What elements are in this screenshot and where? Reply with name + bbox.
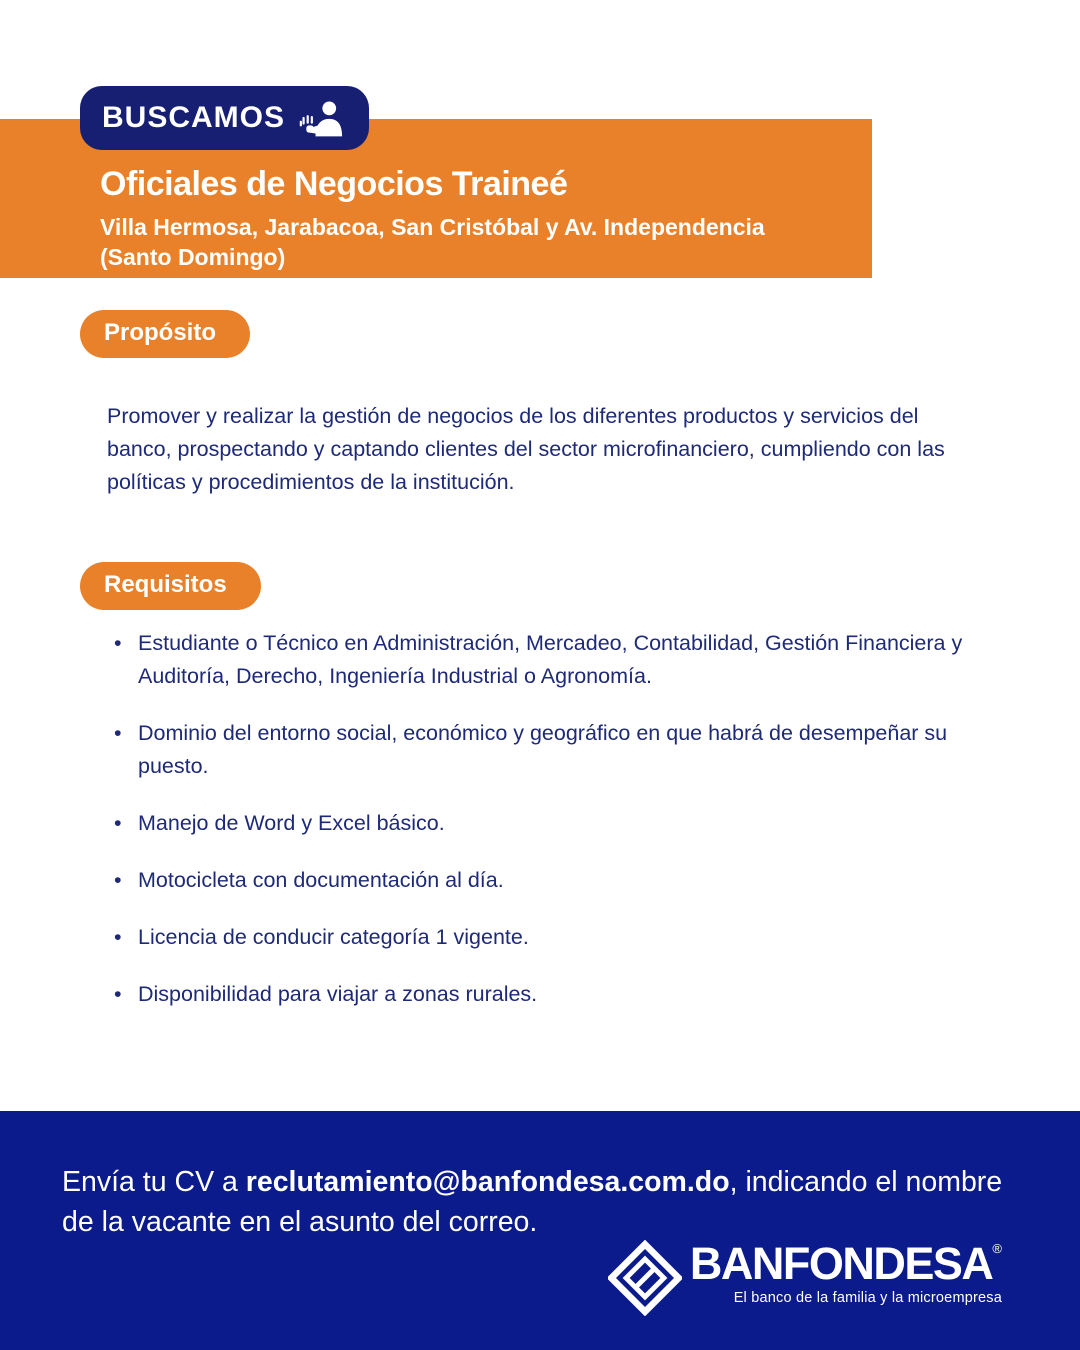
purpose-pill: Propósito [80, 310, 250, 358]
requirement-item: • Manejo de Word y Excel básico. [112, 807, 984, 840]
job-title: Oficiales de Negocios Traineé [100, 165, 568, 203]
requirement-item: • Dominio del entorno social, económico y geográfico en que habrá de desempeñar su puesto. [112, 717, 984, 783]
registered-mark: ® [992, 1241, 1002, 1256]
cv-instructions-suffix: , indicando el nombre de la vacante en el asunto del correo. [62, 1165, 1003, 1238]
recruitment-email[interactable]: reclutamiento@banfondesa.com.do [245, 1165, 730, 1198]
banfondesa-wordmark: BANFONDESA [689, 1238, 993, 1289]
job-locations [100, 212, 842, 272]
cv-instructions-prefix: Envía tu CV a [62, 1165, 246, 1198]
person-waving-icon [299, 99, 343, 137]
footer [0, 1111, 1080, 1350]
requirement-item: • Estudiante o Técnico en Administración, Mercadeo, Contabilidad, Gestión Financiera y Auditoría, Derecho, Ingeniería Industrial o Agronomía. [112, 627, 984, 693]
banfondesa-diamond-icon [608, 1240, 682, 1316]
job-locations-line2: (Santo Domingo) [100, 244, 286, 270]
requirements-list [112, 627, 984, 1035]
requirement-item: • Motocicleta con documentación al día. [112, 864, 984, 897]
purpose-text: Promover y realizar la gestión de negocios de los diferentes productos y servicios del banco, prospectando y captando clientes del sector microfinanciero, cumpliendo con las políticas y procedimientos de la institución. [107, 403, 945, 494]
buscamos-label: BUSCAMOS [102, 101, 286, 134]
requirement-item: • Disponibilidad para viajar a zonas rurales. [112, 978, 984, 1011]
buscamos-badge [80, 86, 369, 150]
job-locations-line1: Villa Hermosa, Jarabacoa, San Cristóbal y Av. Independencia [100, 214, 765, 240]
requirements-pill: Requisitos [80, 562, 261, 610]
requirement-item: • Licencia de conducir categoría 1 vigente. [112, 921, 984, 954]
banfondesa-logo [608, 1240, 1002, 1316]
cv-instructions [62, 1162, 1022, 1242]
banfondesa-tagline: El banco de la familia y la microempresa [733, 1290, 1002, 1306]
